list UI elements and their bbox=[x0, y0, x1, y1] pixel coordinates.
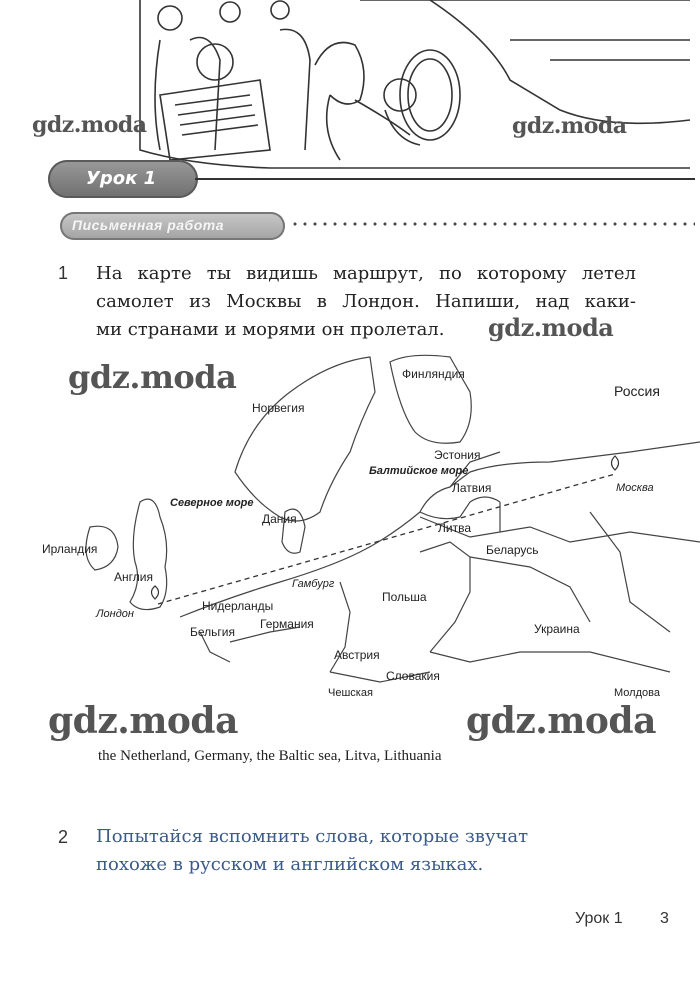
exercise-2-number: 2 bbox=[58, 827, 69, 847]
map-label-baltic-sea: Балтийское море bbox=[369, 465, 469, 477]
map-label-latvia: Латвия bbox=[452, 481, 492, 495]
lesson-tab bbox=[48, 160, 198, 198]
footer-lesson: Урок 1 bbox=[575, 910, 623, 927]
flight-route bbox=[158, 474, 615, 604]
map-label-slovakia: Словакия bbox=[386, 669, 440, 683]
exercise-1-line: На карте ты видишь маршрут, по которому летел bbox=[96, 263, 636, 284]
exercise-1-number: 1 bbox=[58, 263, 69, 283]
page-number: 3 bbox=[660, 910, 669, 927]
exercise-2-text bbox=[96, 823, 576, 879]
map-label-denmark: Дания bbox=[262, 512, 297, 526]
europe-route-map bbox=[30, 352, 700, 722]
map-label-finland: Финляндия bbox=[402, 367, 465, 381]
map-label-lithuania: Литва bbox=[438, 521, 471, 535]
map-label-russia: Россия bbox=[614, 383, 660, 399]
map-label-ireland: Ирландия bbox=[42, 542, 98, 556]
map-label-london: Лондон bbox=[96, 608, 134, 620]
watermark: gdz.moda bbox=[466, 700, 656, 742]
section-tab bbox=[60, 212, 285, 240]
header-divider bbox=[195, 178, 695, 180]
section-title: Письменная работа bbox=[72, 217, 224, 233]
lesson-title: Урок 1 bbox=[86, 168, 157, 189]
map-label-moldova: Молдова bbox=[614, 687, 660, 699]
map-label-belgium: Бельгия bbox=[190, 625, 235, 639]
watermark: gdz.moda bbox=[32, 112, 147, 138]
map-label-england: Англия bbox=[114, 570, 153, 584]
exercise-2-line: похоже в русском и английском языках. bbox=[96, 854, 484, 875]
exercise-1-line: самолет из Москвы в Лондон. Напиши, над каки- bbox=[96, 291, 636, 312]
london-marker bbox=[152, 586, 159, 599]
watermark: gdz.moda bbox=[512, 113, 627, 139]
map-label-moscow: Москва bbox=[616, 482, 654, 494]
watermark: gdz.moda bbox=[488, 313, 614, 342]
map-label-ukraine: Украина bbox=[534, 622, 580, 636]
moscow-marker bbox=[612, 456, 619, 470]
map-label-netherlands: Нидерланды bbox=[202, 599, 274, 613]
map-label-estonia: Эстония bbox=[434, 448, 481, 462]
exercise-2-line: Попытайся вспомнить слова, которые звучат bbox=[96, 826, 529, 847]
watermark: gdz.moda bbox=[48, 700, 238, 742]
map-label-belarus: Беларусь bbox=[486, 543, 539, 557]
map-label-czech: Чешская bbox=[328, 687, 373, 699]
map-label-austria: Австрия bbox=[334, 648, 380, 662]
watermark: gdz.moda bbox=[68, 358, 237, 396]
exercise-1-answer: the Netherland, Germany, the Baltic sea, Litva, Lithuania bbox=[98, 748, 442, 764]
airplane-cabin-illustration bbox=[130, 0, 700, 175]
map-label-germany: Германия bbox=[260, 617, 314, 631]
dotted-divider bbox=[290, 222, 695, 226]
map-label-norway: Норвегия bbox=[252, 401, 305, 415]
exercise-1-line: ми странами и морями он пролетал. bbox=[96, 319, 445, 340]
map-label-north-sea: Северное море bbox=[170, 497, 254, 509]
map-label-poland: Польша bbox=[382, 590, 427, 604]
map-label-hamburg: Гамбург bbox=[292, 578, 335, 590]
